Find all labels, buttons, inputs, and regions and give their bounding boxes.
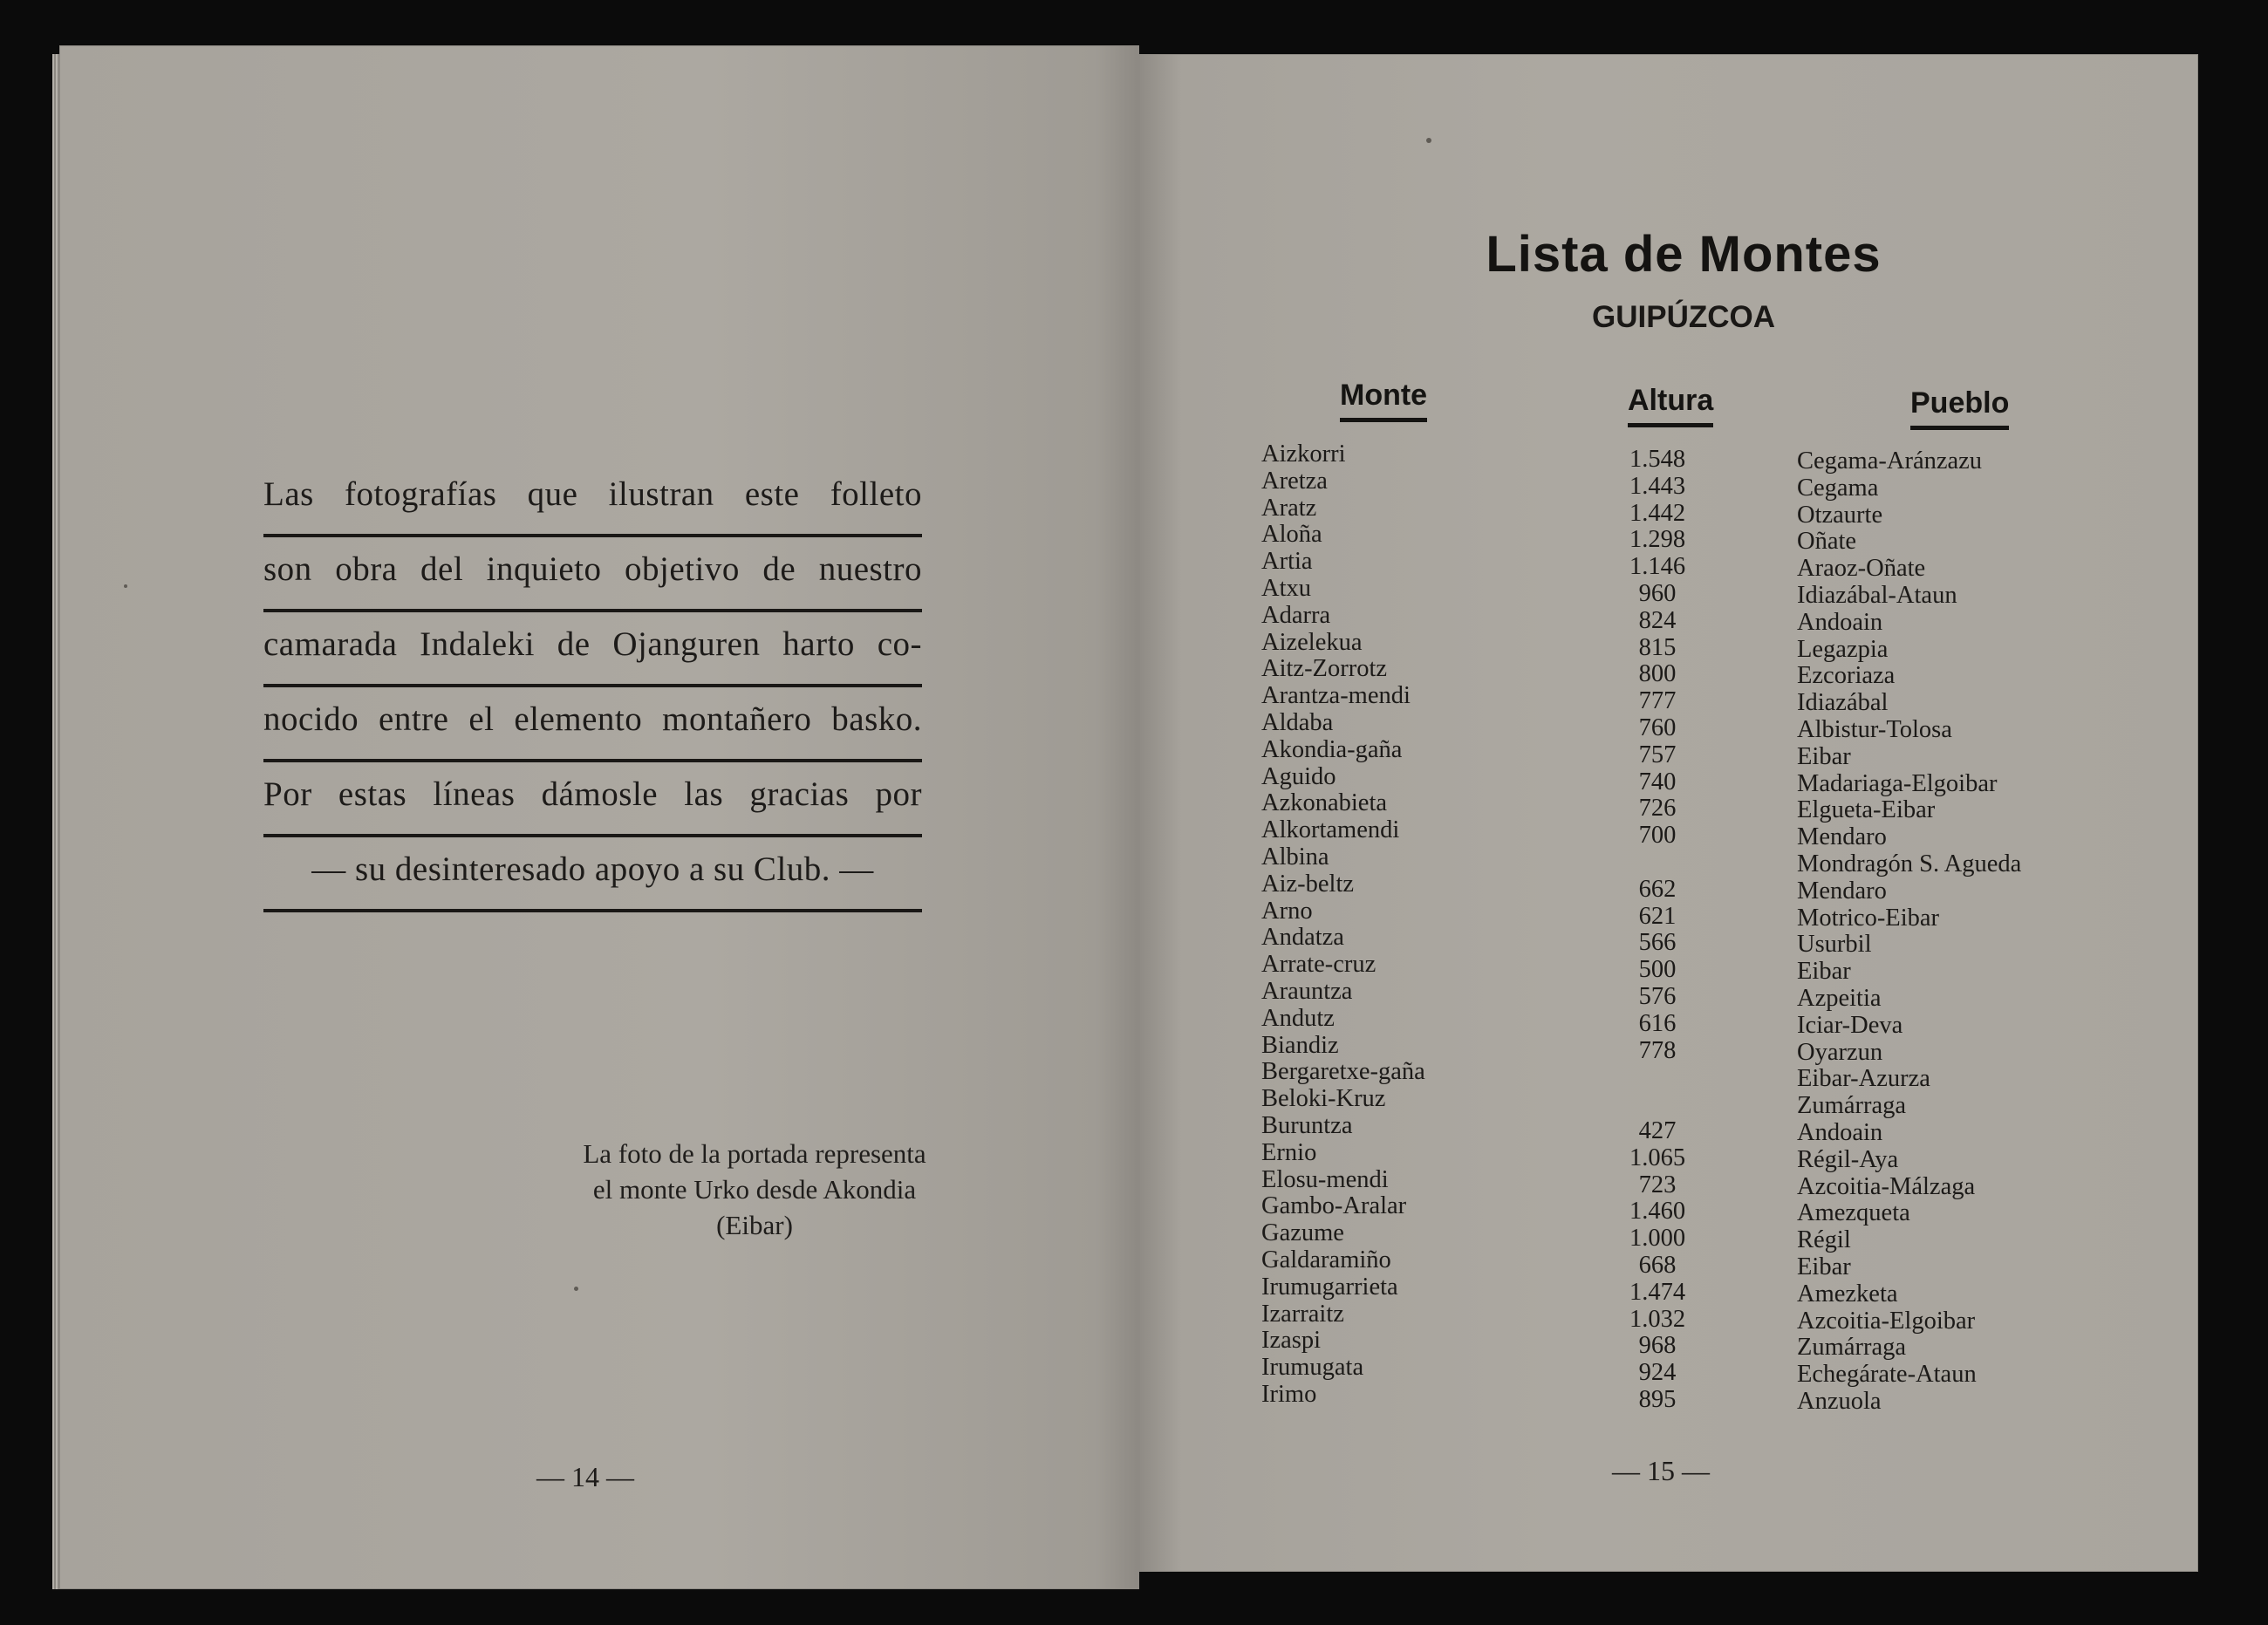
- monte-altura: 668: [1638, 1251, 1677, 1279]
- monte-altura: 566: [1638, 929, 1677, 957]
- monte-altura: 500: [1638, 956, 1677, 984]
- column-header-altura: Altura: [1628, 384, 1713, 427]
- monte-name: Elosu-mendi: [1261, 1165, 1389, 1193]
- monte-altura: 1.298: [1629, 526, 1686, 554]
- monte-pueblo: Motrico-Eibar: [1797, 904, 1940, 932]
- monte-name: Aratz: [1261, 494, 1317, 522]
- monte-pueblo: Eibar: [1797, 958, 1851, 986]
- monte-column: [1261, 441, 1523, 1409]
- credit-line: Las fotografías que ilustran este folleto: [263, 462, 922, 537]
- monte-pueblo: Ezcoriaza: [1797, 662, 1896, 690]
- cover-note-line: el monte Urko desde Akondia: [592, 1174, 917, 1205]
- monte-altura: 815: [1638, 633, 1677, 661]
- monte-altura: 740: [1638, 768, 1677, 795]
- monte-name: Gazume: [1261, 1219, 1344, 1247]
- monte-name: Aloña: [1261, 521, 1322, 549]
- monte-pueblo: Mondragón S. Agueda: [1797, 850, 2022, 877]
- page-number-left: — 14 —: [536, 1461, 634, 1492]
- monte-name: Azkonabieta: [1261, 789, 1388, 817]
- monte-pueblo: Anzuola: [1797, 1387, 1882, 1415]
- monte-altura: 427: [1638, 1116, 1677, 1144]
- cover-note-line: (Eibar): [716, 1210, 793, 1240]
- credit-line: — su desinteresado apoyo a su Club. —: [263, 837, 922, 912]
- monte-name: Beloki-Kruz: [1261, 1085, 1386, 1113]
- monte-pueblo: Idiazábal: [1797, 689, 1889, 717]
- monte-pueblo: Oyarzun: [1797, 1038, 1883, 1066]
- monte-altura: [1609, 850, 1705, 877]
- credit-line: camarada Indaleki de Ojanguren harto co-: [263, 612, 922, 687]
- monte-name: Bergaretxe-gaña: [1261, 1058, 1425, 1086]
- monte-pueblo: Usurbil: [1797, 931, 1872, 959]
- monte-altura: 1.442: [1629, 499, 1686, 527]
- monte-altura: 616: [1638, 1009, 1677, 1037]
- monte-name: Gambo-Aralar: [1261, 1192, 1407, 1220]
- monte-pueblo: Madariaga-Elgoibar: [1797, 769, 1998, 797]
- monte-pueblo: Mendaro: [1797, 823, 1887, 851]
- monte-name: Akondia-gaña: [1261, 735, 1403, 763]
- monte-name: Aizkorri: [1261, 440, 1346, 468]
- monte-pueblo: Amezketa: [1797, 1280, 1898, 1308]
- monte-pueblo: Mendaro: [1797, 877, 1887, 905]
- altura-column: [1609, 447, 1705, 1414]
- monte-pueblo: Echegárate-Ataun: [1797, 1361, 1977, 1389]
- page-title: Lista de Montes: [1486, 226, 1882, 283]
- monte-pueblo: Régil: [1797, 1226, 1851, 1254]
- monte-pueblo: Cegama: [1797, 474, 1879, 502]
- monte-pueblo: Andoain: [1797, 608, 1883, 636]
- monte-altura: 1.548: [1629, 446, 1686, 473]
- monte-altura: 1.443: [1629, 472, 1686, 500]
- monte-pueblo: Legazpia: [1797, 635, 1889, 663]
- monte-altura: 662: [1638, 875, 1677, 903]
- monte-pueblo: Oñate: [1797, 528, 1857, 556]
- page-subtitle: GUIPÚZCOA: [1592, 300, 1775, 334]
- monte-altura: 757: [1638, 741, 1677, 768]
- cover-note-line: La foto de la portada representa: [583, 1138, 926, 1169]
- monte-name: Aizelekua: [1261, 628, 1363, 656]
- photo-credits: [263, 462, 922, 912]
- monte-altura: 960: [1638, 579, 1677, 607]
- monte-altura: [1609, 1091, 1705, 1118]
- monte-altura: [1609, 1064, 1705, 1091]
- monte-altura: 1.460: [1629, 1198, 1686, 1226]
- monte-pueblo: Elgueta-Eibar: [1797, 796, 1936, 824]
- credit-line: Por estas líneas dámosle las gracias por: [263, 762, 922, 837]
- monte-altura: 723: [1638, 1171, 1677, 1198]
- monte-altura: 777: [1638, 687, 1677, 715]
- monte-altura: 576: [1638, 982, 1677, 1010]
- monte-altura: 824: [1638, 606, 1677, 634]
- monte-pueblo: Otzaurte: [1797, 501, 1883, 529]
- monte-altura: 778: [1638, 1036, 1677, 1064]
- monte-name: Atxu: [1261, 574, 1311, 602]
- monte-name: Andutz: [1261, 1004, 1335, 1032]
- monte-name: Izaspi: [1261, 1327, 1322, 1355]
- monte-name: Aguido: [1261, 762, 1336, 790]
- monte-pueblo: Régil-Aya: [1797, 1145, 1899, 1173]
- monte-name: Izarraitz: [1261, 1300, 1344, 1328]
- paper-speck: [1426, 138, 1431, 143]
- monte-pueblo: Eibar: [1797, 742, 1851, 770]
- monte-name: Aiz-beltz: [1261, 870, 1355, 898]
- paper-speck: [124, 584, 127, 588]
- monte-pueblo: Azpeitia: [1797, 984, 1882, 1012]
- monte-altura: 895: [1638, 1385, 1677, 1413]
- monte-name: Buruntza: [1261, 1111, 1353, 1139]
- monte-pueblo: Eibar-Azurza: [1797, 1065, 1930, 1093]
- monte-name: Biandiz: [1261, 1031, 1339, 1059]
- monte-name: Irimo: [1261, 1380, 1317, 1408]
- monte-name: Adarra: [1261, 601, 1331, 629]
- monte-pueblo: Andoain: [1797, 1118, 1883, 1146]
- credit-line: nocido entre el elemento montañero basko.: [263, 687, 922, 762]
- monte-pueblo: Azcoitia-Málzaga: [1797, 1172, 1976, 1200]
- monte-pueblo: Zumárraga: [1797, 1092, 1907, 1120]
- monte-name: Andatza: [1261, 924, 1344, 952]
- monte-name: Arauntza: [1261, 977, 1353, 1005]
- column-header-monte: Monte: [1340, 379, 1427, 422]
- monte-name: Aitz-Zorrotz: [1261, 655, 1388, 683]
- monte-pueblo: Cegama-Aránzazu: [1797, 447, 1983, 475]
- monte-name: Ernio: [1261, 1138, 1317, 1166]
- monte-pueblo: Zumárraga: [1797, 1334, 1907, 1362]
- monte-altura: 1.000: [1629, 1225, 1686, 1253]
- monte-name: Alkortamendi: [1261, 816, 1400, 844]
- page-number-right: — 15 —: [1612, 1455, 1710, 1486]
- monte-pueblo: Idiazábal-Ataun: [1797, 581, 1957, 609]
- monte-altura: 1.065: [1629, 1144, 1686, 1171]
- paper-speck: [574, 1287, 578, 1291]
- monte-name: Arantza-mendi: [1261, 682, 1411, 710]
- monte-name: Artia: [1261, 548, 1313, 576]
- monte-pueblo: Iciar-Deva: [1797, 1011, 1903, 1039]
- monte-altura: 1.146: [1629, 553, 1686, 581]
- monte-pueblo: Eibar: [1797, 1253, 1851, 1280]
- monte-altura: 800: [1638, 660, 1677, 688]
- monte-name: Aretza: [1261, 467, 1328, 495]
- monte-altura: 1.032: [1629, 1305, 1686, 1333]
- monte-name: Albina: [1261, 843, 1329, 871]
- monte-altura: 968: [1638, 1332, 1677, 1360]
- cover-photo-note: [541, 1136, 968, 1243]
- monte-altura: 924: [1638, 1359, 1677, 1387]
- monte-altura: 726: [1638, 795, 1677, 823]
- monte-altura: 760: [1638, 713, 1677, 741]
- monte-pueblo: Albistur-Tolosa: [1797, 715, 1952, 743]
- monte-name: Irumugarrieta: [1261, 1273, 1398, 1301]
- monte-altura: 1.474: [1629, 1278, 1686, 1306]
- monte-altura: 621: [1638, 902, 1677, 930]
- monte-name: Galdaramiño: [1261, 1246, 1391, 1273]
- monte-pueblo: Azcoitia-Elgoibar: [1797, 1307, 1976, 1335]
- monte-pueblo: Amezqueta: [1797, 1199, 1910, 1227]
- monte-pueblo: Araoz-Oñate: [1797, 555, 1926, 583]
- monte-altura: 700: [1638, 822, 1677, 850]
- monte-name: Arno: [1261, 897, 1313, 925]
- monte-name: Aldaba: [1261, 708, 1334, 736]
- pueblo-column: [1797, 448, 2111, 1416]
- monte-name: Irumugata: [1261, 1354, 1364, 1382]
- monte-name: Arrate-cruz: [1261, 951, 1377, 979]
- credit-line: son obra del inquieto objetivo de nuestro: [263, 537, 922, 612]
- column-header-pueblo: Pueblo: [1910, 386, 2009, 430]
